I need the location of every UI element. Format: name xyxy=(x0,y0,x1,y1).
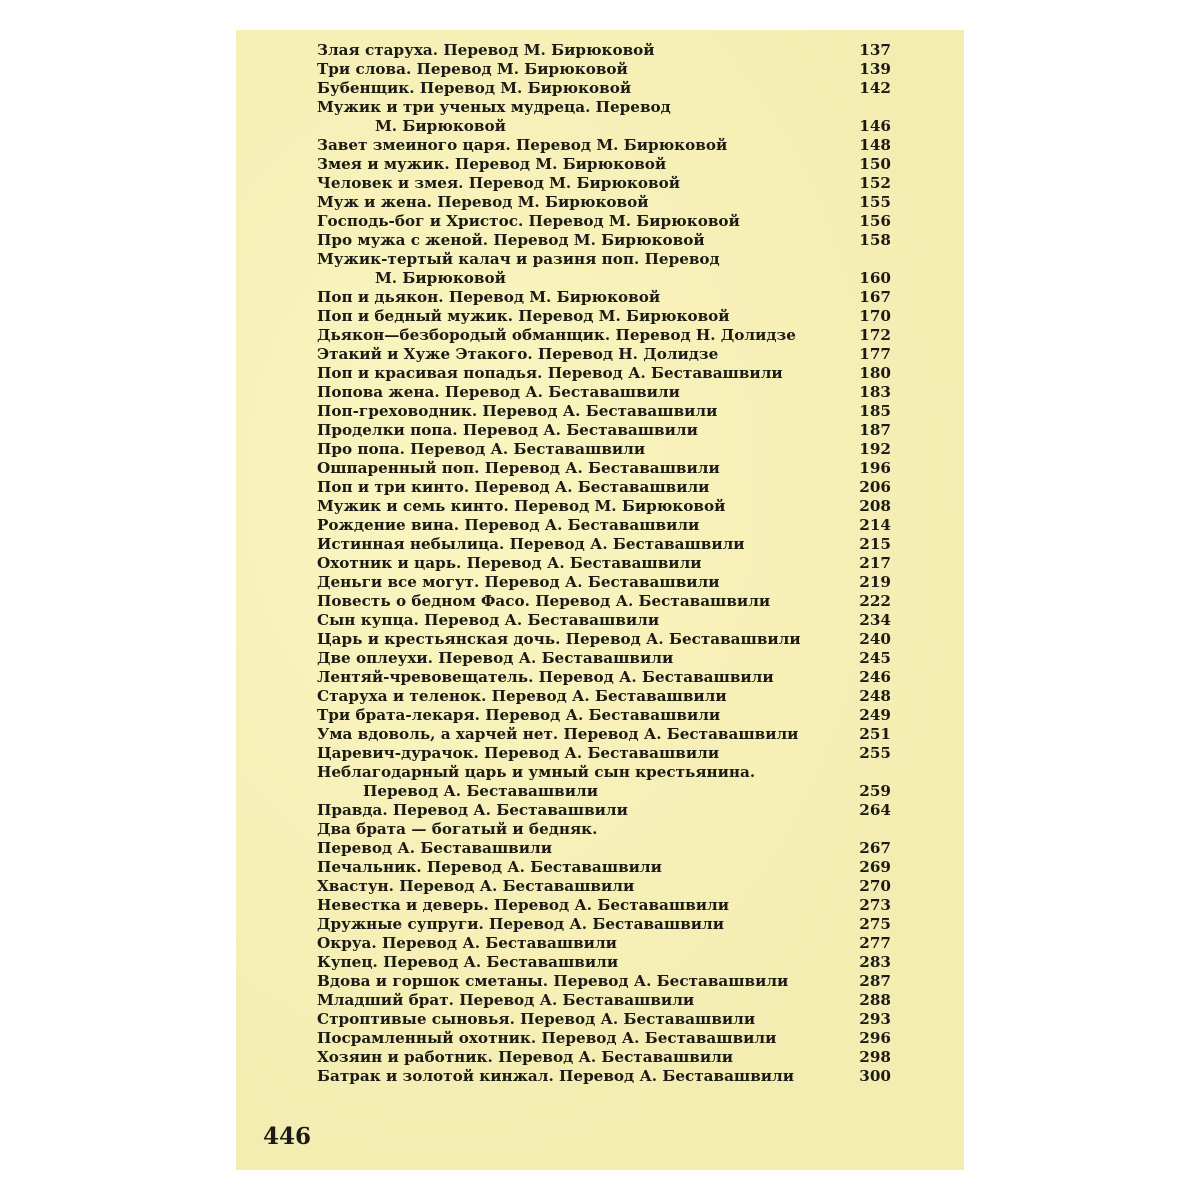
toc-entry-page: 214 xyxy=(859,516,891,534)
toc-entry-title: Окруа. Перевод А. Беставашвили xyxy=(317,934,617,952)
toc-entry-title: Злая старуха. Перевод М. Бирюковой xyxy=(317,41,655,59)
toc-entry xyxy=(317,326,891,345)
toc-entry xyxy=(317,307,891,326)
toc-entry-title: Правда. Перевод А. Беставашвили xyxy=(317,801,628,819)
toc-entry-page: 248 xyxy=(859,687,891,705)
toc-entry-title: Перевод А. Беставашвили xyxy=(317,839,552,857)
toc-entry-page: 180 xyxy=(859,364,891,382)
toc-entry-page: 270 xyxy=(859,877,891,895)
toc-entry-title: Муж и жена. Перевод М. Бирюковой xyxy=(317,193,649,211)
toc-entry-page: 139 xyxy=(859,60,891,78)
toc-entry-title: Царевич-дурачок. Перевод А. Беставашвили xyxy=(317,744,720,762)
toc-entry-title: Хвастун. Перевод А. Беставашвили xyxy=(317,877,635,895)
toc-entry xyxy=(317,1067,891,1086)
toc-entry-page: 170 xyxy=(859,307,891,325)
toc-entry-title: Деньги все могут. Перевод А. Беставашвили xyxy=(317,573,720,591)
toc-entry-title: Посрамленный охотник. Перевод А. Беставашвили xyxy=(317,1029,777,1047)
toc-entry-page: 142 xyxy=(859,79,891,97)
toc-entry xyxy=(317,573,891,592)
toc-entry xyxy=(317,231,891,250)
toc-entry-page: 288 xyxy=(859,991,891,1009)
toc-entry xyxy=(317,687,891,706)
toc-entry-page: 187 xyxy=(859,421,891,439)
toc-entry-title: Истинная небылица. Перевод А. Беставашвили xyxy=(317,535,745,553)
toc-entry-title: М. Бирюковой xyxy=(375,269,506,287)
toc-entry xyxy=(317,364,891,383)
toc-entry xyxy=(317,706,891,725)
toc-entry-title: Этакий и Хуже Этакого. Перевод Н. Долидзе xyxy=(317,345,719,363)
toc-entry-title: Мужик-тертый калач и разиня поп. Перевод xyxy=(317,250,720,268)
toc-entry xyxy=(317,288,891,307)
toc-entry-page: 137 xyxy=(859,41,891,59)
toc-entry-title: Царь и крестьянская дочь. Перевод А. Беставашвили xyxy=(317,630,801,648)
toc-entry xyxy=(317,1048,891,1067)
toc-entry-title: Три брата-лекаря. Перевод А. Беставашвили xyxy=(317,706,721,724)
toc-entry xyxy=(317,953,891,972)
toc-entry-page: 249 xyxy=(859,706,891,724)
toc-entry-title: Поп и три кинто. Перевод А. Беставашвили xyxy=(317,478,710,496)
toc-entry xyxy=(317,934,891,953)
toc-entry-title: Младший брат. Перевод А. Беставашвили xyxy=(317,991,695,1009)
toc-entry xyxy=(317,972,891,991)
toc-entry-page: 158 xyxy=(859,231,891,249)
book-page xyxy=(236,30,964,1170)
toc-entry xyxy=(317,41,891,60)
toc-entry-title: Три слова. Перевод М. Бирюковой xyxy=(317,60,628,78)
toc-entry xyxy=(317,516,891,535)
toc-entry-title: Сын купца. Перевод А. Беставашвили xyxy=(317,611,660,629)
toc-entry-page: 177 xyxy=(859,345,891,363)
toc-entry-title: Неблагодарный царь и умный сын крестьянина. xyxy=(317,763,756,781)
toc-entry-title: М. Бирюковой xyxy=(375,117,506,135)
toc-entry xyxy=(317,136,891,155)
toc-entry-page: 273 xyxy=(859,896,891,914)
toc-entry-title: Две оплеухи. Перевод А. Беставашвили xyxy=(317,649,674,667)
toc-entry xyxy=(317,383,891,402)
toc-entry-title: Невестка и деверь. Перевод А. Беставашвили xyxy=(317,896,730,914)
toc-entry xyxy=(317,611,891,630)
toc-entry-title: Про мужа с женой. Перевод М. Бирюковой xyxy=(317,231,705,249)
toc-entry-page: 296 xyxy=(859,1029,891,1047)
toc-entry xyxy=(317,79,891,98)
toc-entry-title: Старуха и теленок. Перевод А. Беставашвили xyxy=(317,687,727,705)
toc-entry xyxy=(317,117,891,136)
toc-entry xyxy=(317,535,891,554)
toc-entry-page: 255 xyxy=(859,744,891,762)
toc-entry-page: 300 xyxy=(859,1067,891,1085)
toc-entry-title: Строптивые сыновья. Перевод А. Беставашвили xyxy=(317,1010,756,1028)
toc-entry-title: Поп и красивая попадья. Перевод А. Беставашвили xyxy=(317,364,783,382)
toc-entry-title: Про попа. Перевод А. Беставашвили xyxy=(317,440,646,458)
toc-entry xyxy=(317,630,891,649)
toc-entry-page: 146 xyxy=(859,117,891,135)
toc-entry-title: Охотник и царь. Перевод А. Беставашвили xyxy=(317,554,702,572)
toc-entry xyxy=(317,782,891,801)
toc-entry-title: Господь-бог и Христос. Перевод М. Бирюковой xyxy=(317,212,740,230)
toc-entry xyxy=(317,155,891,174)
toc-entry-page: 156 xyxy=(859,212,891,230)
toc-entry-title: Рождение вина. Перевод А. Беставашвили xyxy=(317,516,700,534)
toc-entry xyxy=(317,421,891,440)
toc-entry-page: 264 xyxy=(859,801,891,819)
toc-entry xyxy=(317,174,891,193)
toc-entry-page: 219 xyxy=(859,573,891,591)
toc-entry-title: Проделки попа. Перевод А. Беставашвили xyxy=(317,421,698,439)
toc-entry-title: Поп-греховодник. Перевод А. Беставашвили xyxy=(317,402,718,420)
toc-entry-page: 160 xyxy=(859,269,891,287)
toc-entry-page: 148 xyxy=(859,136,891,154)
toc-entry-title: Два брата — богатый и бедняк. xyxy=(317,820,598,838)
toc-entry-title: Дьякон—безбородый обманщик. Перевод Н. Долидзе xyxy=(317,326,796,344)
toc-entry-page: 155 xyxy=(859,193,891,211)
toc-entry-title: Ума вдоволь, а харчей нет. Перевод А. Беставашвили xyxy=(317,725,799,743)
toc-entry xyxy=(317,896,891,915)
toc-entry xyxy=(317,345,891,364)
toc-entry-title: Поп и дьякон. Перевод М. Бирюковой xyxy=(317,288,661,306)
toc-entry xyxy=(317,459,891,478)
toc-entry xyxy=(317,1010,891,1029)
toc-entry-page: 234 xyxy=(859,611,891,629)
toc-entry xyxy=(317,668,891,687)
toc-entry-title: Хозяин и работник. Перевод А. Беставашвили xyxy=(317,1048,734,1066)
toc-entry xyxy=(317,1029,891,1048)
toc-entry-page: 246 xyxy=(859,668,891,686)
toc-entry xyxy=(317,649,891,668)
toc-entry-page: 183 xyxy=(859,383,891,401)
toc-entry xyxy=(317,212,891,231)
toc-entry xyxy=(317,193,891,212)
toc-entry-title: Печальник. Перевод А. Беставашвили xyxy=(317,858,662,876)
toc-entry-page: 172 xyxy=(859,326,891,344)
toc-entry-page: 192 xyxy=(859,440,891,458)
toc-entry xyxy=(317,250,891,269)
toc-entry xyxy=(317,402,891,421)
toc-entry xyxy=(317,269,891,288)
toc-entry-page: 251 xyxy=(859,725,891,743)
toc-entry-title: Мужик и три ученых мудреца. Перевод xyxy=(317,98,671,116)
toc-entry-title: Ошпаренный поп. Перевод А. Беставашвили xyxy=(317,459,720,477)
toc-entry-page: 167 xyxy=(859,288,891,306)
toc-entry-page: 208 xyxy=(859,497,891,515)
toc-entry-title: Завет змеиного царя. Перевод М. Бирюковой xyxy=(317,136,728,154)
toc-entry-page: 217 xyxy=(859,554,891,572)
toc-entry xyxy=(317,839,891,858)
toc-entry-page: 267 xyxy=(859,839,891,857)
toc-entry xyxy=(317,877,891,896)
toc-entry-page: 259 xyxy=(859,782,891,800)
toc-entry-page: 287 xyxy=(859,972,891,990)
toc-entry-page: 283 xyxy=(859,953,891,971)
table-of-contents xyxy=(317,41,891,1086)
toc-entry xyxy=(317,478,891,497)
toc-entry-title: Змея и мужик. Перевод М. Бирюковой xyxy=(317,155,667,173)
toc-entry-page: 206 xyxy=(859,478,891,496)
toc-entry-page: 277 xyxy=(859,934,891,952)
toc-entry-page: 196 xyxy=(859,459,891,477)
toc-entry xyxy=(317,592,891,611)
toc-entry-page: 222 xyxy=(859,592,891,610)
toc-entry-title: Поп и бедный мужик. Перевод М. Бирюковой xyxy=(317,307,730,325)
toc-entry-title: Повесть о бедном Фасо. Перевод А. Беставашвили xyxy=(317,592,771,610)
toc-entry-page: 275 xyxy=(859,915,891,933)
toc-entry xyxy=(317,801,891,820)
toc-entry-title: Вдова и горшок сметаны. Перевод А. Беставашвили xyxy=(317,972,789,990)
toc-entry xyxy=(317,725,891,744)
toc-entry-title: Дружные супруги. Перевод А. Беставашвили xyxy=(317,915,725,933)
toc-entry xyxy=(317,858,891,877)
toc-entry-title: Перевод А. Беставашвили xyxy=(363,782,598,800)
toc-entry-title: Купец. Перевод А. Беставашвили xyxy=(317,953,619,971)
toc-entry xyxy=(317,440,891,459)
toc-entry-page: 185 xyxy=(859,402,891,420)
toc-entry-title: Батрак и золотой кинжал. Перевод А. Беставашвили xyxy=(317,1067,795,1085)
toc-entry xyxy=(317,744,891,763)
toc-entry-page: 240 xyxy=(859,630,891,648)
toc-entry-title: Мужик и семь кинто. Перевод М. Бирюковой xyxy=(317,497,726,515)
toc-entry-page: 245 xyxy=(859,649,891,667)
toc-entry-page: 152 xyxy=(859,174,891,192)
toc-entry-page: 150 xyxy=(859,155,891,173)
toc-entry-page: 215 xyxy=(859,535,891,553)
toc-entry-title: Бубенщик. Перевод М. Бирюковой xyxy=(317,79,632,97)
toc-entry-page: 293 xyxy=(859,1010,891,1028)
toc-entry xyxy=(317,497,891,516)
toc-entry-page: 269 xyxy=(859,858,891,876)
toc-entry xyxy=(317,60,891,79)
toc-entry xyxy=(317,820,891,839)
toc-entry-title: Человек и змея. Перевод М. Бирюковой xyxy=(317,174,680,192)
page-number: 446 xyxy=(263,1123,312,1150)
toc-entry-page: 298 xyxy=(859,1048,891,1066)
toc-entry-title: Попова жена. Перевод А. Беставашвили xyxy=(317,383,680,401)
toc-entry xyxy=(317,763,891,782)
toc-entry xyxy=(317,991,891,1010)
toc-entry xyxy=(317,98,891,117)
toc-entry-title: Лентяй-чревовещатель. Перевод А. Беставашвили xyxy=(317,668,774,686)
toc-entry xyxy=(317,554,891,573)
toc-entry xyxy=(317,915,891,934)
